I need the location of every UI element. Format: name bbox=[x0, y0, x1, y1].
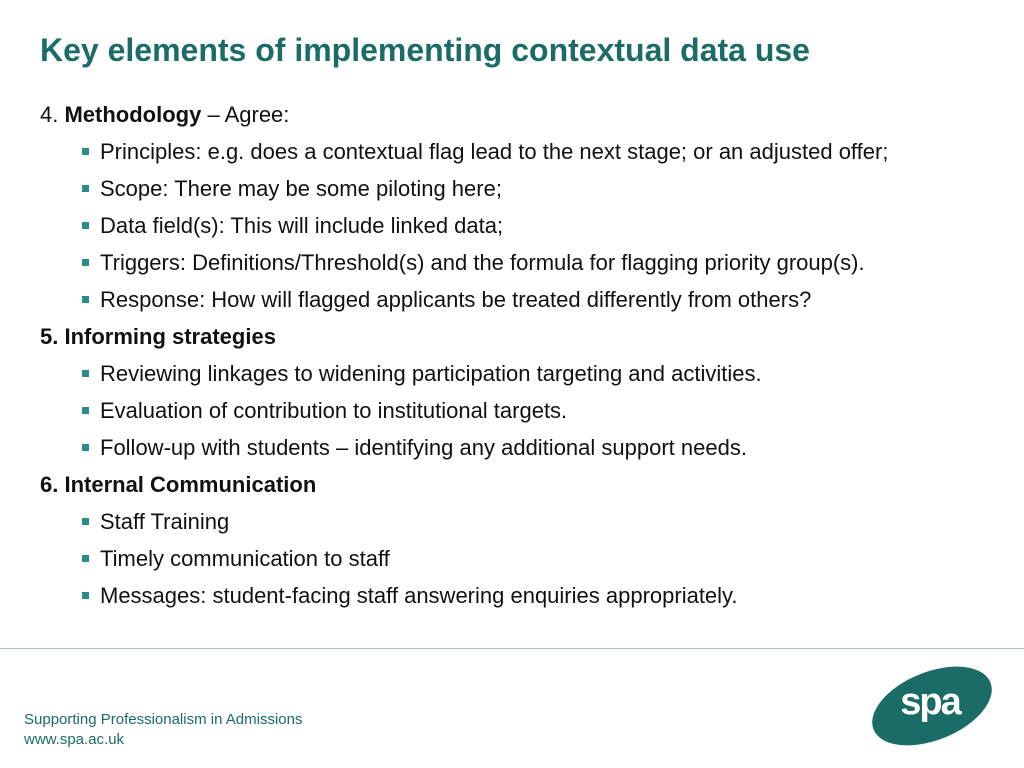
list-item bbox=[40, 355, 1024, 392]
section-title: 6. Internal Communication bbox=[40, 472, 317, 497]
section-title: 5. Informing strategies bbox=[40, 324, 276, 349]
list-item bbox=[40, 392, 1024, 429]
spa-logo-icon bbox=[868, 664, 996, 748]
list-item-text: Staff Training bbox=[100, 509, 230, 534]
square-bullet-icon bbox=[82, 555, 89, 562]
slide-content bbox=[40, 96, 1024, 614]
internal-communication-list bbox=[40, 503, 1024, 614]
square-bullet-icon bbox=[82, 259, 89, 266]
list-item bbox=[40, 133, 1024, 170]
square-bullet-icon bbox=[82, 444, 89, 451]
footer-organisation: Supporting Professionalism in Admissions bbox=[24, 711, 303, 728]
square-bullet-icon bbox=[82, 185, 89, 192]
section-suffix: – Agree: bbox=[201, 102, 290, 127]
list-item bbox=[40, 540, 1024, 577]
square-bullet-icon bbox=[82, 592, 89, 599]
list-item-text: Timely communication to staff bbox=[100, 546, 390, 571]
list-item bbox=[40, 244, 1024, 281]
square-bullet-icon bbox=[82, 296, 89, 303]
square-bullet-icon bbox=[82, 518, 89, 525]
footer-divider bbox=[0, 648, 1024, 649]
slide-title: Key elements of implementing contextual data use bbox=[40, 32, 810, 68]
list-item bbox=[40, 429, 1024, 466]
list-item bbox=[40, 207, 1024, 244]
square-bullet-icon bbox=[82, 407, 89, 414]
square-bullet-icon bbox=[82, 222, 89, 229]
section-heading-internal-communication bbox=[40, 466, 1024, 503]
square-bullet-icon bbox=[82, 370, 89, 377]
list-item-text: Principles: e.g. does a contextual flag lead to the next stage; or an adjusted offer; bbox=[100, 139, 889, 164]
square-bullet-icon bbox=[82, 148, 89, 155]
list-item-text: Evaluation of contribution to institutional targets. bbox=[100, 398, 568, 423]
list-item bbox=[40, 281, 1024, 318]
logo-text: spa bbox=[900, 681, 960, 723]
list-item bbox=[40, 577, 1024, 614]
section-heading-informing-strategies bbox=[40, 318, 1024, 355]
list-item bbox=[40, 170, 1024, 207]
list-item-text: Reviewing linkages to widening participation targeting and activities. bbox=[100, 361, 762, 386]
section-title: Methodology bbox=[64, 102, 202, 127]
list-item-text: Follow-up with students – identifying any additional support needs. bbox=[100, 435, 747, 460]
list-item-text: Triggers: Definitions/Threshold(s) and the formula for flagging priority group(s). bbox=[100, 250, 865, 275]
list-item-text: Messages: student-facing staff answering enquiries appropriately. bbox=[100, 583, 738, 608]
list-item-text: Data field(s): This will include linked data; bbox=[100, 213, 504, 238]
list-item-text: Scope: There may be some piloting here; bbox=[100, 176, 502, 201]
section-number: 4. bbox=[40, 102, 65, 127]
methodology-list bbox=[40, 133, 1024, 318]
footer-url: www.spa.ac.uk bbox=[24, 731, 125, 748]
informing-strategies-list bbox=[40, 355, 1024, 466]
list-item-text: Response: How will flagged applicants be treated differently from others? bbox=[100, 287, 812, 312]
list-item bbox=[40, 503, 1024, 540]
section-heading-methodology bbox=[40, 96, 1024, 133]
